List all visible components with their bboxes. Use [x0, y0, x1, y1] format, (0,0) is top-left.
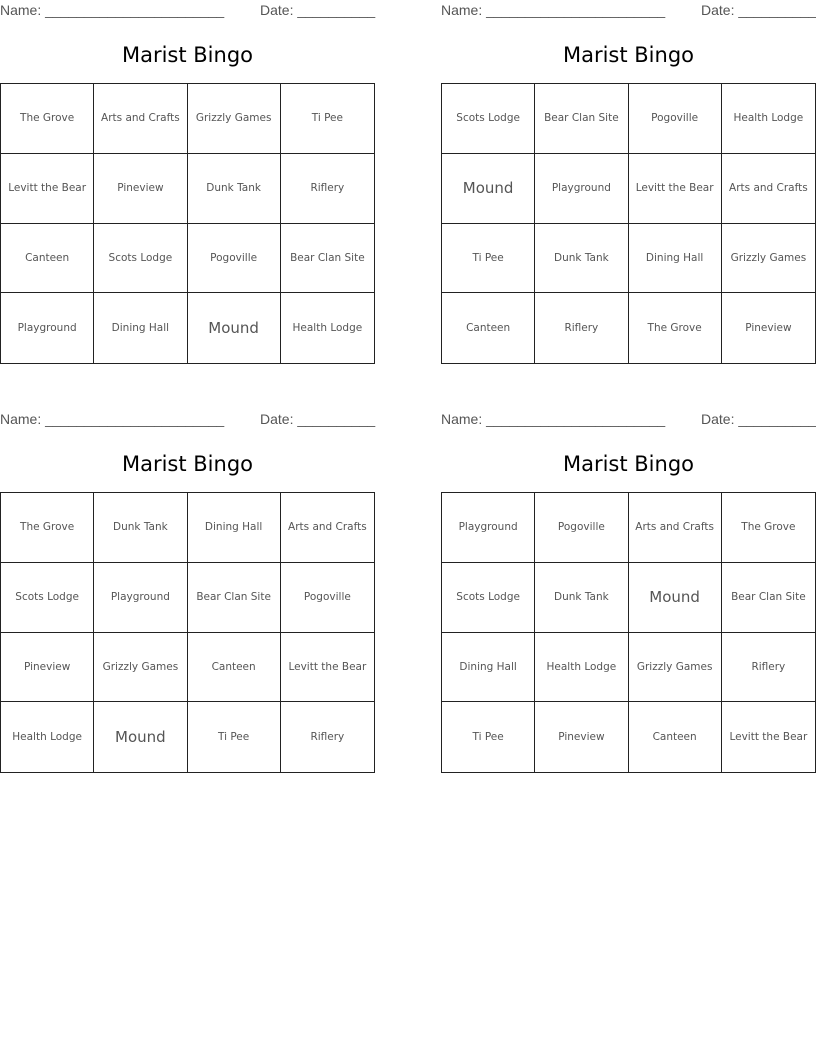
bingo-cell: The Grove [722, 493, 815, 563]
bingo-cell: Pogoville [535, 493, 628, 563]
bingo-cell: Pineview [94, 154, 187, 224]
bingo-cell: Arts and Crafts [629, 493, 722, 563]
bingo-cell: Pogoville [629, 84, 722, 154]
bingo-cell: Dining Hall [188, 493, 281, 563]
date-field[interactable]: Date: __________ [701, 2, 816, 18]
bingo-grid [0, 492, 375, 773]
bingo-cell: Canteen [629, 702, 722, 772]
bingo-card-4 [441, 409, 816, 774]
card-header [441, 2, 816, 20]
bingo-cell: Mound [94, 702, 187, 772]
bingo-cell: Scots Lodge [94, 224, 187, 294]
bingo-grid [441, 83, 816, 364]
bingo-cell: Dunk Tank [94, 493, 187, 563]
bingo-grid [0, 83, 375, 364]
card-title: Marist Bingo [562, 43, 695, 67]
bingo-cell: Dining Hall [629, 224, 722, 294]
bingo-cell: Health Lodge [292, 322, 363, 335]
bingo-cell: The Grove [1, 84, 94, 154]
bingo-cell: Pogoville [281, 563, 374, 633]
bingo-card-2 [441, 0, 816, 365]
date-field[interactable]: Date: __________ [701, 411, 816, 427]
card-title: Marist Bingo [562, 452, 695, 476]
name-field[interactable]: Name: _______________________ [0, 411, 225, 427]
bingo-cell: Ti Pee [442, 702, 535, 772]
bingo-cell: Pineview [535, 702, 628, 772]
bingo-card-3 [0, 409, 375, 774]
bingo-cell: Bear Clan Site [281, 224, 374, 294]
bingo-cell: Levitt the Bear [281, 633, 374, 703]
bingo-cell: Mound [442, 154, 535, 224]
bingo-cell: Grizzly Games [722, 224, 815, 294]
bingo-cell: Playground [535, 154, 628, 224]
card-header [0, 2, 375, 20]
bingo-cell: Riflery [281, 154, 374, 224]
bingo-cell: Health Lodge [535, 633, 628, 703]
bingo-cell: Dining Hall [94, 293, 187, 363]
bingo-cell: Playground [94, 563, 187, 633]
bingo-cell: Arts and Crafts [94, 84, 187, 154]
date-field[interactable]: Date: __________ [260, 411, 376, 427]
bingo-cell: Mound [629, 563, 722, 633]
bingo-cell: Canteen [188, 633, 281, 703]
bingo-cell: Canteen [1, 224, 94, 294]
bingo-cell: The Grove [1, 493, 94, 563]
bingo-cell: Health Lodge [722, 84, 815, 154]
bingo-cell: Pogoville [188, 224, 281, 294]
bingo-grid [441, 492, 816, 773]
bingo-cell: Playground [442, 493, 535, 563]
bingo-cell: Arts and Crafts [722, 154, 815, 224]
bingo-cell: The Grove [629, 293, 722, 363]
bingo-cell: Riflery [310, 731, 345, 744]
bingo-cell: Arts and Crafts [281, 493, 374, 563]
date-field[interactable]: Date: __________ [260, 2, 376, 18]
name-field[interactable]: Name: _______________________ [0, 2, 225, 18]
bingo-cell: Bear Clan Site [188, 563, 281, 633]
bingo-cell: Levitt the Bear [1, 154, 94, 224]
card-header [441, 411, 816, 429]
bingo-cell: Levitt the Bear [629, 154, 722, 224]
bingo-cell: Bear Clan Site [722, 563, 815, 633]
card-title: Marist Bingo [121, 452, 254, 476]
bingo-cell: Grizzly Games [188, 84, 281, 154]
bingo-cell: Bear Clan Site [535, 84, 628, 154]
bingo-cell: Scots Lodge [1, 563, 94, 633]
bingo-cell: Ti Pee [188, 702, 281, 772]
bingo-cell: Playground [1, 293, 94, 363]
bingo-cell: Riflery [535, 293, 628, 363]
bingo-cell: Grizzly Games [94, 633, 187, 703]
bingo-cell: Ti Pee [442, 224, 535, 294]
bingo-cell: Riflery [722, 633, 815, 703]
bingo-cell: Scots Lodge [442, 563, 535, 633]
bingo-cell: Grizzly Games [629, 633, 722, 703]
bingo-cell: Dunk Tank [535, 224, 628, 294]
bingo-cell: Dunk Tank [535, 563, 628, 633]
bingo-cell: Scots Lodge [442, 84, 535, 154]
bingo-cell: Ti Pee [281, 84, 374, 154]
bingo-cell: Dining Hall [442, 633, 535, 703]
bingo-cell: Levitt the Bear [729, 731, 808, 744]
card-header [0, 411, 375, 429]
bingo-cell: Pineview [745, 322, 792, 335]
bingo-cell: Health Lodge [1, 702, 94, 772]
name-field[interactable]: Name: _______________________ [441, 411, 666, 427]
card-title: Marist Bingo [121, 43, 254, 67]
bingo-cell: Pineview [1, 633, 94, 703]
bingo-card-1 [0, 0, 375, 365]
bingo-cell: Dunk Tank [188, 154, 281, 224]
name-field[interactable]: Name: _______________________ [441, 2, 666, 18]
bingo-cell: Mound [188, 293, 281, 363]
bingo-cell: Canteen [442, 293, 535, 363]
